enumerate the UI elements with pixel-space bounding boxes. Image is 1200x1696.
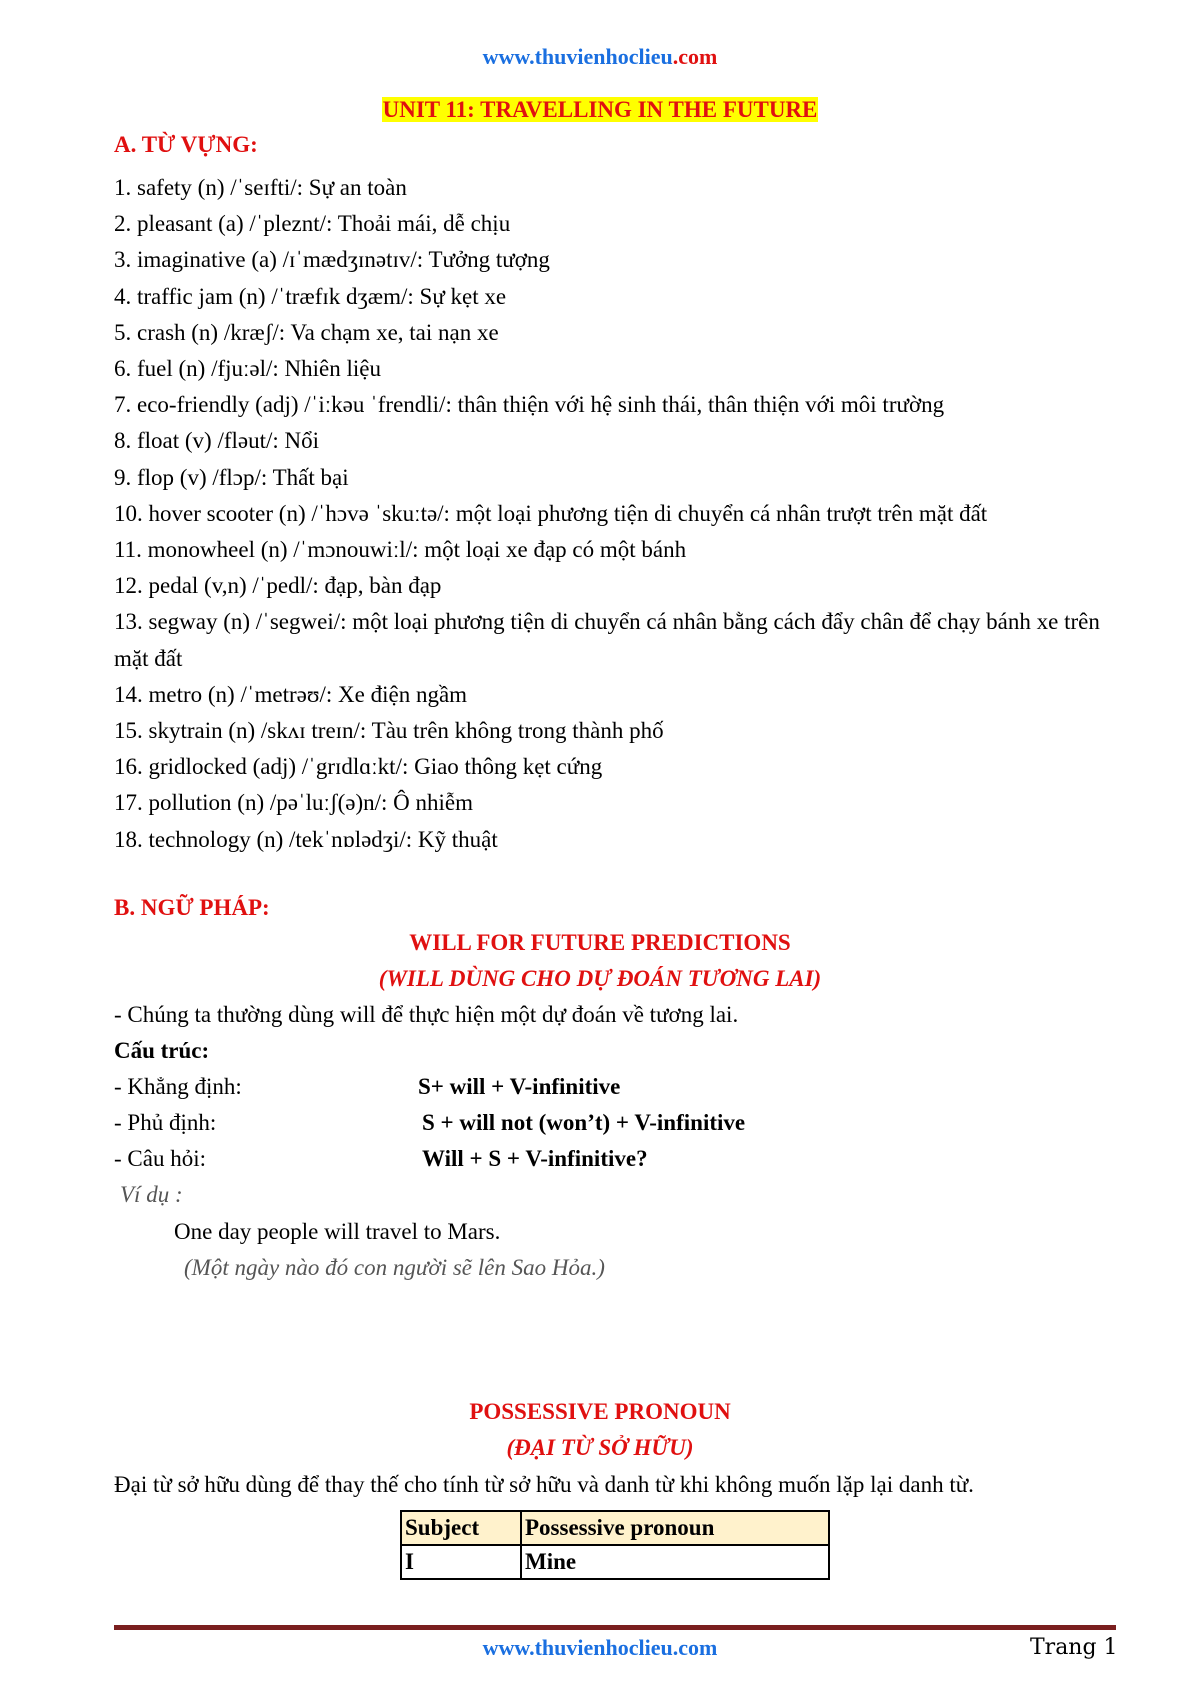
section-a-heading: A. TỪ VỰNG:: [114, 132, 258, 157]
vocab-item: 12. pedal (v,n) /ˈpedl/: đạp, bàn đạp: [114, 573, 442, 599]
vocab-item: 9. flop (v) /flɔp/: Thất bại: [114, 464, 349, 490]
vocabulary-list: [114, 170, 1124, 858]
header-url-tld: .com: [672, 44, 718, 69]
footer-url[interactable]: www.thuvienhoclieu.com: [482, 1635, 718, 1660]
structure-label: Cấu trúc:: [114, 1038, 210, 1063]
table-header-row: [401, 1511, 829, 1545]
will-subtitle: (WILL DÙNG CHO DỰ ĐOÁN TƯƠNG LAI): [378, 966, 822, 991]
example-english: One day people will travel to Mars.: [174, 1219, 501, 1244]
negative-formula: S + will not (won’t) + V-infinitive: [422, 1110, 746, 1135]
vocab-item: 8. float (v) /fləut/: Nổi: [114, 428, 320, 454]
question-formula: Will + S + V-infinitive?: [422, 1146, 648, 1171]
page-title-text: UNIT 11: TRAVELLING IN THE FUTURE: [382, 97, 818, 122]
section-b-heading: B. NGỮ PHÁP:: [114, 895, 270, 920]
page-number: Trang 1: [1030, 1635, 1118, 1660]
possessive-intro: Đại từ sở hữu dùng để thay thế cho tính từ sở hữu và danh từ khi không muốn lặp lại danh từ.: [114, 1472, 974, 1497]
possessive-title: POSSESSIVE PRONOUN: [469, 1399, 731, 1424]
table-row: [401, 1545, 829, 1579]
affirmative-label: - Khẳng định:: [114, 1074, 242, 1099]
vocab-item: 14. metro (n) /ˈmetrəʊ/: Xe điện ngầm: [114, 681, 468, 707]
vocab-item: 7. eco-friendly (adj) /ˈiːkəu ˈfrendli/: thân thiện với hệ sinh thái, thân thiện với môi trường: [114, 392, 945, 418]
vocab-item: 6. fuel (n) /fjuːəl/: Nhiên liệu: [114, 356, 381, 382]
header-url-main: www.thuvienhoclieu: [482, 44, 673, 69]
table-header-cell: Subject: [401, 1511, 521, 1545]
page-title: [0, 97, 1200, 123]
possessive-subtitle: (ĐẠI TỪ SỞ HỮU): [506, 1435, 694, 1460]
vocab-item: 16. gridlocked (adj) /ˈgrɪdlɑːkt/: Giao thông kẹt cứng: [114, 754, 603, 780]
vocab-item: 4. traffic jam (n) /ˈtræfɪk dʒæm/: Sự kẹt xe: [114, 283, 507, 309]
example-vietnamese: (Một ngày nào đó con người sẽ lên Sao Hỏa.): [184, 1255, 605, 1280]
example-label: Ví dụ :: [120, 1182, 183, 1207]
affirmative-formula: S+ will + V-infinitive: [418, 1074, 621, 1099]
vocab-item: 18. technology (n) /tekˈnɒlədʒi/: Kỹ thuật: [114, 826, 498, 852]
vocab-item: 2. pleasant (a) /ˈpleznt/: Thoải mái, dễ chịu: [114, 211, 511, 237]
footer-divider: [114, 1625, 1116, 1630]
vocab-item: 13. segway (n) /ˈsegwei/: một loại phương tiện di chuyển cá nhân bằng cách đẩy chân để chạy bánh xe trên mặt đất: [114, 609, 1100, 671]
table-cell: I: [401, 1545, 521, 1579]
vocab-item: 3. imaginative (a) /ɪˈmædʒɪnətɪv/: Tưởng tượng: [114, 247, 550, 273]
table-header-cell: Possessive pronoun: [521, 1511, 829, 1545]
will-title: WILL FOR FUTURE PREDICTIONS: [409, 930, 791, 955]
question-label: - Câu hỏi:: [114, 1146, 206, 1171]
will-intro: - Chúng ta thường dùng will để thực hiện một dự đoán về tương lai.: [114, 1002, 739, 1027]
possessive-table: [400, 1510, 830, 1580]
vocab-item: 10. hover scooter (n) /ˈhɔvə ˈskuːtə/: một loại phương tiện di chuyển cá nhân trượt trên mặt đất: [114, 500, 988, 526]
vocab-item: 11. monowheel (n) /ˈmɔnouwiːl/: một loại xe đạp có một bánh: [114, 537, 687, 563]
vocab-item: 1. safety (n) /ˈseɪfti/: Sự an toàn: [114, 175, 407, 200]
vocab-item: 5. crash (n) /kræʃ/: Va chạm xe, tai nạn xe: [114, 319, 499, 345]
negative-label: - Phủ định:: [114, 1110, 217, 1135]
table-cell: Mine: [521, 1545, 829, 1579]
vocab-item: 15. skytrain (n) /skʌɪ treɪn/: Tàu trên không trong thành phố: [114, 718, 664, 744]
header-url[interactable]: [0, 44, 1200, 70]
vocab-item: 17. pollution (n) /pəˈluːʃ(ə)n/: Ô nhiễm: [114, 790, 473, 816]
